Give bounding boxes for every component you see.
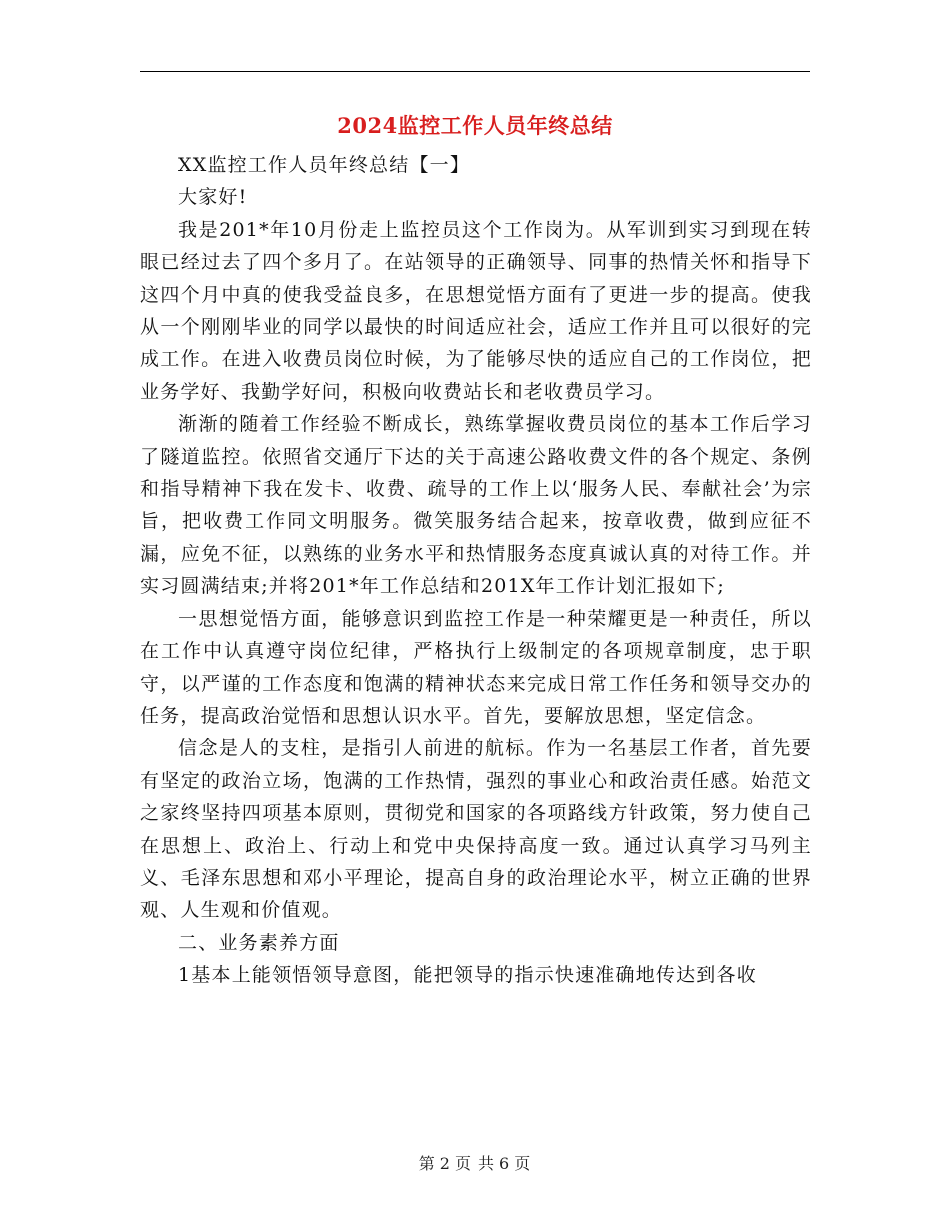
body-paragraph: 1基本上能领悟领导意图，能把领导的指示快速准确地传达到各收 <box>178 964 757 987</box>
document-body <box>140 149 812 992</box>
section-heading: XX监控工作人员年终总结【一】 <box>178 154 471 176</box>
body-paragraph: 渐渐的随着工作经验不断成长，熟练掌握收费员岗位的基本工作后学习了隧道监控。依照省交通厅下达的关于高速公路收费文件的各个规定、条例和指导精神下我在发卡、收费、疏导的工作上以‘服务人民、奉献社会’为宗旨，把收费工作同文明服务。微笑服务结合起来，按章收费，做到应征不漏，应免不征，以熟练的业务水平和热情服务态度真诚认真的对待工作。并实习圆满结束;并将201*年工作总结和201X年工作计划汇报如下; <box>140 413 812 598</box>
page-footer <box>0 1153 950 1175</box>
document-title: 2024监控工作人员年终总结 <box>337 113 613 138</box>
footer-suffix: 页 <box>514 1154 532 1173</box>
body-paragraph: 信念是人的支柱，是指引人前进的航标。作为一名基层工作者，首先要有坚定的政治立场，饱满的工作热情，强烈的事业心和政治责任感。始范文之家终坚持四项基本原则，贯彻党和国家的各项路线方针政策，努力使自己在思想上、政治上、行动上和党中央保持高度一致。通过认真学习马列主义、毛泽东思想和邓小平理论，提高自身的政治理论水平，树立正确的世界观、人生观和价值观。 <box>140 737 812 922</box>
footer-prefix: 第 <box>418 1154 436 1173</box>
body-paragraph: 我是201*年10月份走上监控员这个工作岗为。从军训到实习到现在转眼已经过去了四个多月了。在站领导的正确领导、同事的热情关怀和指导下这四个月中真的使我受益良多，在思想觉悟方面有了更进一步的提高。使我从一个刚刚毕业的同学以最快的时间适应社会，适应工作并且可以很好的完成工作。在进入收费员岗位时候，为了能够尽快的适应自己的工作岗位，把业务学好、我勤学好问，积极向收费站长和老收费员学习。 <box>140 218 812 403</box>
total-pages-number: 6 <box>499 1154 511 1173</box>
subsection-heading: 二、业务素养方面 <box>178 931 340 954</box>
footer-middle: 页 共 <box>454 1154 496 1173</box>
body-paragraph: 一思想觉悟方面，能够意识到监控工作是一种荣耀更是一种责任，所以在工作中认真遵守岗位纪律，严格执行上级制定的各项规章制度，忠于职守，以严谨的工作态度和饱满的精神状态来完成日常工作任务和领导交办的任务，提高政治觉悟和思想认识水平。首先，要解放思想，坚定信念。 <box>140 607 812 727</box>
greeting: 大家好! <box>178 186 248 209</box>
header-rule <box>140 71 810 72</box>
current-page-number: 2 <box>439 1154 451 1173</box>
